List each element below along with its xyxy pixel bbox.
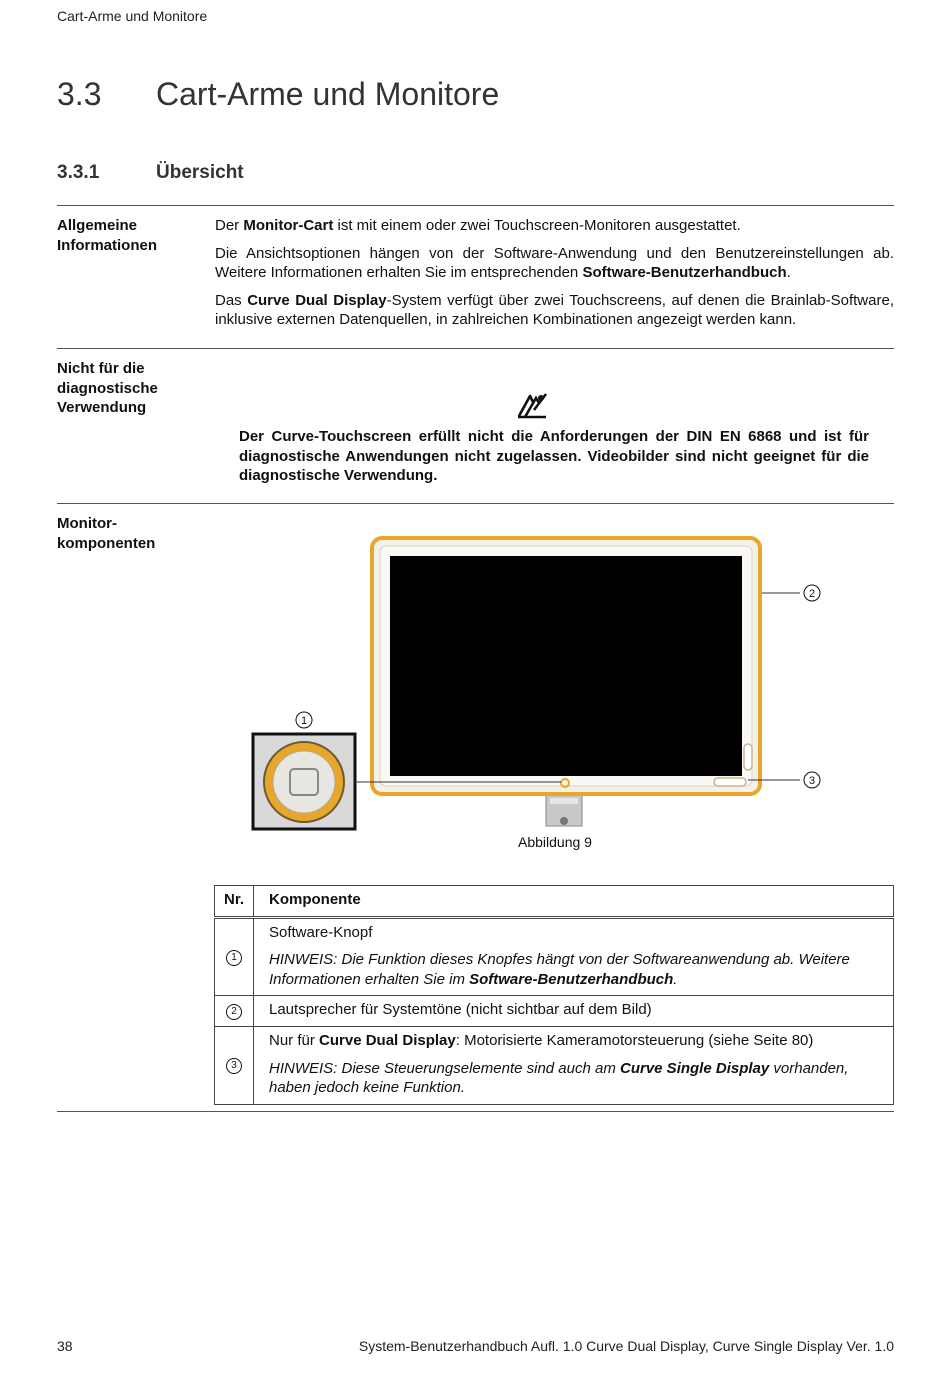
divider (57, 1111, 894, 1112)
monitor-screen (390, 556, 742, 776)
general-paragraph-1: Der Monitor-Cart ist mit einem oder zwei Touchscreen-Monitoren ausgestattet. (215, 217, 741, 234)
diagnostic-label: Nicht für die diagnostische Verwendung (57, 360, 158, 416)
table-cell-nr (215, 1027, 254, 1105)
table-header-row (215, 886, 894, 918)
diagnostic-warning-text: Der Curve-Touchscreen erfüllt nicht die Anforderungen der DIN EN 6868 und ist für diagnostische Anwendungen nicht zugelassen. Videobilder sind nicht geeignet für die diagnostische Verwendung. (239, 428, 869, 484)
callout-2-number: 2 (808, 588, 816, 600)
figure-caption: Abbildung 9 (518, 834, 592, 850)
divider (57, 348, 894, 349)
knob-inset-face (273, 751, 335, 813)
running-header: Cart-Arme und Monitore (57, 8, 208, 24)
table-cell-component (254, 917, 894, 996)
subsection-number: 3.3.1 (57, 162, 100, 183)
row-number: 1 (226, 950, 242, 966)
section-title: Cart-Arme und Monitore (156, 76, 500, 112)
stand-detail (550, 798, 578, 804)
component-note: HINWEIS: Die Funktion dieses Knopfes hängt von der Softwareanwendung ab. Weitere Informationen erhalten Sie im Software-Benutzerhandbuch. (269, 951, 850, 988)
column-header-nr: Nr. (215, 886, 254, 918)
row-number: 3 (226, 1058, 242, 1074)
component-name: Software-Knopf (269, 923, 373, 941)
table-cell-nr (215, 917, 254, 996)
general-paragraph-3: Das Curve Dual Display-System verfügt über zwei Touchscreens, auf denen die Brainlab-Software, inklusive externen Datenquellen, in zahlreichen Kombinationen angezeigt werden kann. (215, 291, 894, 328)
not-for-diagnostic-use-icon (516, 390, 548, 420)
components-label: Monitor- komponenten (57, 515, 156, 552)
table-cell-component (254, 1027, 894, 1105)
table-row (215, 1027, 894, 1105)
table-row (215, 996, 894, 1027)
stand-knob (560, 817, 568, 825)
divider (57, 503, 894, 504)
camera-controls-vertical (744, 744, 752, 770)
table-cell-component (254, 996, 894, 1027)
component-name: Nur für Curve Dual Display: Motorisierte Kameramotorsteuerung (siehe Seite 80) (269, 1032, 814, 1049)
callout-1-number: 1 (300, 715, 308, 727)
general-info-label: Allgemeine Informationen (57, 217, 157, 254)
camera-controls (714, 778, 746, 786)
component-name: Lautsprecher für Systemtöne (nicht sichtbar auf dem Bild) (269, 1001, 652, 1018)
page-number: 38 (57, 1338, 73, 1354)
components-table (214, 885, 894, 1105)
divider (57, 205, 894, 206)
component-note: HINWEIS: Diese Steuerungselemente sind auch am Curve Single Display vorhanden, haben jedoch keine Funktion. (269, 1059, 849, 1096)
general-info-body (215, 216, 894, 338)
row-number: 2 (226, 1004, 242, 1020)
column-header-component: Komponente (254, 886, 894, 918)
table-cell-nr (215, 996, 254, 1027)
callout-3-number: 3 (808, 775, 816, 787)
section-number: 3.3 (57, 76, 102, 112)
table-row (215, 917, 894, 996)
monitor-figure (250, 532, 830, 832)
footer-text: System-Benutzerhandbuch Aufl. 1.0 Curve Dual Display, Curve Single Display Ver. 1.0 (358, 1338, 894, 1354)
subsection-title: Übersicht (156, 162, 244, 183)
general-paragraph-2: Die Ansichtsoptionen hängen von der Software-Anwendung und den Benutzereinstellungen ab. Weitere Informationen erhalten Sie im entsprechenden Software-Benutzerhandbuch. (215, 244, 894, 281)
